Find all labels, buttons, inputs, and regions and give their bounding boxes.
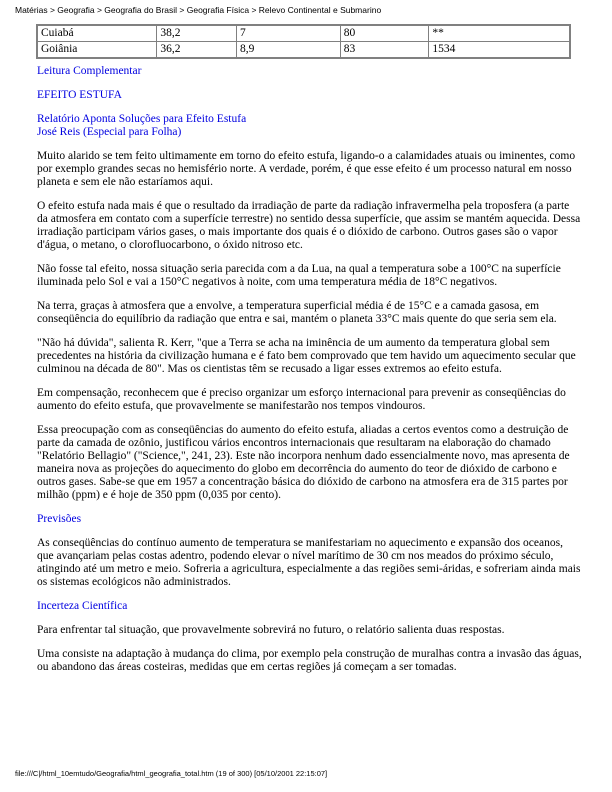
table-cell: ** bbox=[429, 25, 570, 42]
table-row bbox=[37, 25, 570, 42]
body-paragraph: Em compensação, reconhecem que é preciso organizar um esforço internacional para prevenir as conseqüências do aumento do efeito estufa, que provavelmente se manifestarão nos tempos vindouros. bbox=[37, 387, 566, 412]
file-path-footer: file:///C|/html_10emtudo/Geografia/html_geografia_total.htm (19 of 300) [05/10/2001 22:15:07] bbox=[15, 769, 328, 778]
body-paragraph: As conseqüências do contínuo aumento de temperatura se manifestariam no aquecimento e expansão dos oceanos, que avançariam pelas costas adentro, podendo elevar o nível marítimo de 30 cm nos meados do próximo século, atingindo até um metro e meio. Sofreria a agricultura, especialmente a das regiões semi-áridas, e sofreriam ainda mais os sistemas ecológicos não administrados. bbox=[37, 537, 581, 588]
breadcrumb: Matérias > Geografia > Geografia do Brasil > Geografia Física > Relevo Continental e Submarino bbox=[15, 5, 382, 15]
body-paragraph: "Não há dúvida", salienta R. Kerr, "que a Terra se acha na iminência de um aumento da temperatura global sem precedentes na história da civilização humana e é fato bem comprovado que tem havido um aquecimento secular que culminou na década de 80". Mas os cientistas têm se recusado a ligar esses extremos ao efeito estufa. bbox=[37, 337, 576, 375]
link-paragraph bbox=[37, 89, 582, 102]
document-content bbox=[37, 24, 582, 685]
table-cell: 38,2 bbox=[157, 25, 237, 42]
body-paragraph: Muito alarido se tem feito ultimamente em torno do efeito estufa, ligando-o a calamidades atuais ou iminentes, como por exemplo grandes secas no hemisfério norte. A verdade, porém, é que esse efeito é um processo natural em nosso planeta e sem ele não estaríamos aqui. bbox=[37, 150, 576, 188]
link-paragraph bbox=[37, 113, 582, 139]
body-paragraph: Não fosse tal efeito, nossa situação seria parecida com a da Lua, na qual a temperatura sobe a 100°C na superfície iluminada pelo Sol e vai a 150°C negativos à noite, com uma temperatura média de 18°C negativos. bbox=[37, 263, 561, 288]
body-paragraph: Para enfrentar tal situação, que provavelmente sobrevirá no futuro, o relatório salienta duas respostas. bbox=[37, 624, 505, 636]
climate-data-table bbox=[36, 24, 571, 59]
table-cell: 8,9 bbox=[236, 42, 340, 59]
link-previsoes[interactable]: Previsões bbox=[37, 513, 82, 525]
link-autor[interactable]: José Reis (Especial para Folha) bbox=[37, 126, 182, 138]
body-paragraph: O efeito estufa nada mais é que o resultado da irradiação de parte da radiação infravermelha pela troposfera (a parte da atmosfera em contato com a superfície terrestre) no sentido dessa superfície, que assim se mantém aquecida. Dessa irradiação participam vários gases, o mais importante dos quais é o dióxido de carbono. Outros gases são o vapor d'água, o metano, o clorofluocarbono, o óxido nitroso etc. bbox=[37, 200, 581, 251]
body-paragraph: Uma consiste na adaptação à mudança do clima, por exemplo pela construção de muralhas contra a invasão das águas, ou abandono das áreas costeiras, medidas que em certas regiões já começam a ser tomadas. bbox=[37, 648, 582, 673]
link-paragraph bbox=[37, 600, 582, 613]
table-cell-city: Goiânia bbox=[37, 42, 157, 59]
table-cell: 1534 bbox=[429, 42, 570, 59]
table-cell: 80 bbox=[340, 25, 429, 42]
link-relatorio-titulo[interactable]: Relatório Aponta Soluções para Efeito Estufa bbox=[37, 113, 247, 125]
link-efeito-estufa[interactable]: EFEITO ESTUFA bbox=[37, 89, 122, 101]
table-cell: 36,2 bbox=[157, 42, 237, 59]
table-row bbox=[37, 42, 570, 59]
link-leitura-complementar[interactable]: Leitura Complementar bbox=[37, 65, 142, 77]
table-cell: 7 bbox=[236, 25, 340, 42]
body-paragraph: Na terra, graças à atmosfera que a envolve, a temperatura superficial média é de 15°C e a camada gasosa, em conseqüência do equilíbrio da radiação que entra e sai, mantém o planeta 33°C mais quente do que seria sem ela. bbox=[37, 300, 557, 325]
body-paragraph: Essa preocupação com as conseqüências do aumento do efeito estufa, aliadas a certos eventos como a destruição de parte da camada de ozônio, justificou vários encontros internacionais que resultaram na elaboração do chamado "Relatório Bellagio" ("Science,", 241, 23). Este não incorpora nenhum dado essencialmente novo, mas apresenta de maneira nova as projeções do aquecimento do globo em decorrência do aumento do teor de dióxido de carbono e outros gases. Sabe-se que em 1957 a concentração básica do dióxido de carbono na atmosfera era de 315 partes por milhão (ppm) e é hoje de 350 ppm (0,035 por cento). bbox=[37, 424, 570, 501]
table-cell-city: Cuiabá bbox=[37, 25, 157, 42]
table-cell: 83 bbox=[340, 42, 429, 59]
link-paragraph bbox=[37, 513, 582, 526]
link-incerteza-cientifica[interactable]: Incerteza Científica bbox=[37, 600, 128, 612]
link-paragraph bbox=[37, 65, 582, 78]
